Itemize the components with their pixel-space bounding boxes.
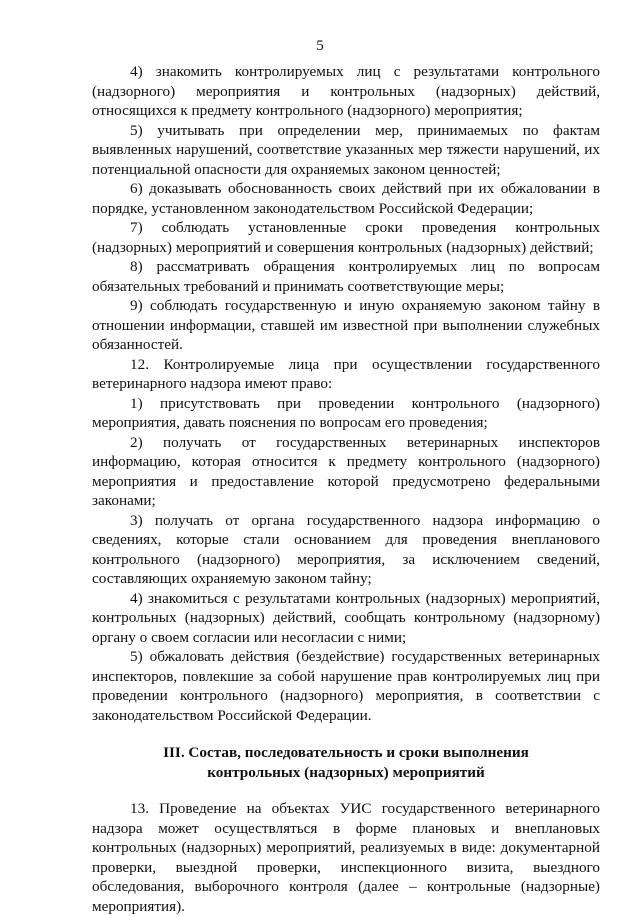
paragraph-duty-9: 9) соблюдать государственную и иную охраняемую законом тайну в отношении информации, ставшей им известной при выполнении служебных обязанностей. bbox=[92, 297, 600, 353]
paragraph-right-3: 3) получать от органа государственного надзора информацию о сведениях, которые стали основанием для проведения внепланового контрольного (надзорного) мероприятия, за исключением сведений, составляющих охраняемую законом тайну; bbox=[92, 511, 600, 587]
section-heading bbox=[92, 743, 600, 782]
section-heading-line-1: III. Состав, последовательность и сроки выполнения bbox=[163, 744, 529, 761]
paragraph-right-5: 5) обжаловать действия (бездействие) государственных ветеринарных инспекторов, повлекшие за собой нарушение прав контролируемых лиц при проведении контрольного (надзорного) мероприятия, в соответствии с законодательством Российской Федерации. bbox=[92, 648, 600, 724]
paragraph-right-2: 2) получать от государственных ветеринарных инспекторов информацию, которая относится к предмету контрольного (надзорного) мероприятия и предоставление которой предусмотрено федеральными законами; bbox=[92, 433, 600, 509]
paragraph-duty-8: 8) рассматривать обращения контролируемых лиц по вопросам обязательных требований и принимать соответствующие меры; bbox=[92, 258, 600, 295]
document-body bbox=[92, 62, 600, 916]
paragraph-right-4: 4) знакомиться с результатами контрольных (надзорных) мероприятий, контрольных (надзорных) действий, сообщать контрольному (надзорному) органу о своем согласии или несогласии с ними; bbox=[92, 589, 600, 646]
paragraph-duty-6: 6) доказывать обоснованность своих действий при их обжаловании в порядке, установленном законодательством Российской Федерации; bbox=[92, 180, 600, 217]
paragraph-clause-13: 13. Проведение на объектах УИС государственного ветеринарного надзора может осуществляться в форме плановых и внеплановых контрольных (надзорных) мероприятий, реализуемых в виде: документарной проверки, выездной проверки, инспекционного визита, выездного обследования, выборочного контроля (далее – контрольные (надзорные) мероприятия). bbox=[92, 800, 600, 915]
paragraph-duty-4: 4) знакомить контролируемых лиц с результатами контрольного (надзорного) мероприятия и контрольных (надзорных) действий, относящихся к предмету контрольного (надзорного) мероприятия; bbox=[92, 63, 600, 119]
page-number: 5 bbox=[316, 38, 324, 54]
paragraph-duty-7: 7) соблюдать установленные сроки проведения контрольных (надзорных) мероприятий и совершения контрольных (надзорных) действий; bbox=[92, 219, 600, 256]
section-heading-line-2: контрольных (надзорных) мероприятий bbox=[207, 763, 485, 781]
paragraph-clause-12: 12. Контролируемые лица при осуществлении государственного ветеринарного надзора имеют право: bbox=[92, 355, 600, 392]
paragraph-right-1: 1) присутствовать при проведении контрольного (надзорного) мероприятия, давать пояснения по вопросам его проведения; bbox=[92, 394, 600, 431]
paragraph-duty-5: 5) учитывать при определении мер, принимаемых по фактам выявленных нарушений, соответствие указанных мер тяжести нарушений, их потенциальной опасности для охраняемых законом ценностей; bbox=[92, 121, 600, 178]
